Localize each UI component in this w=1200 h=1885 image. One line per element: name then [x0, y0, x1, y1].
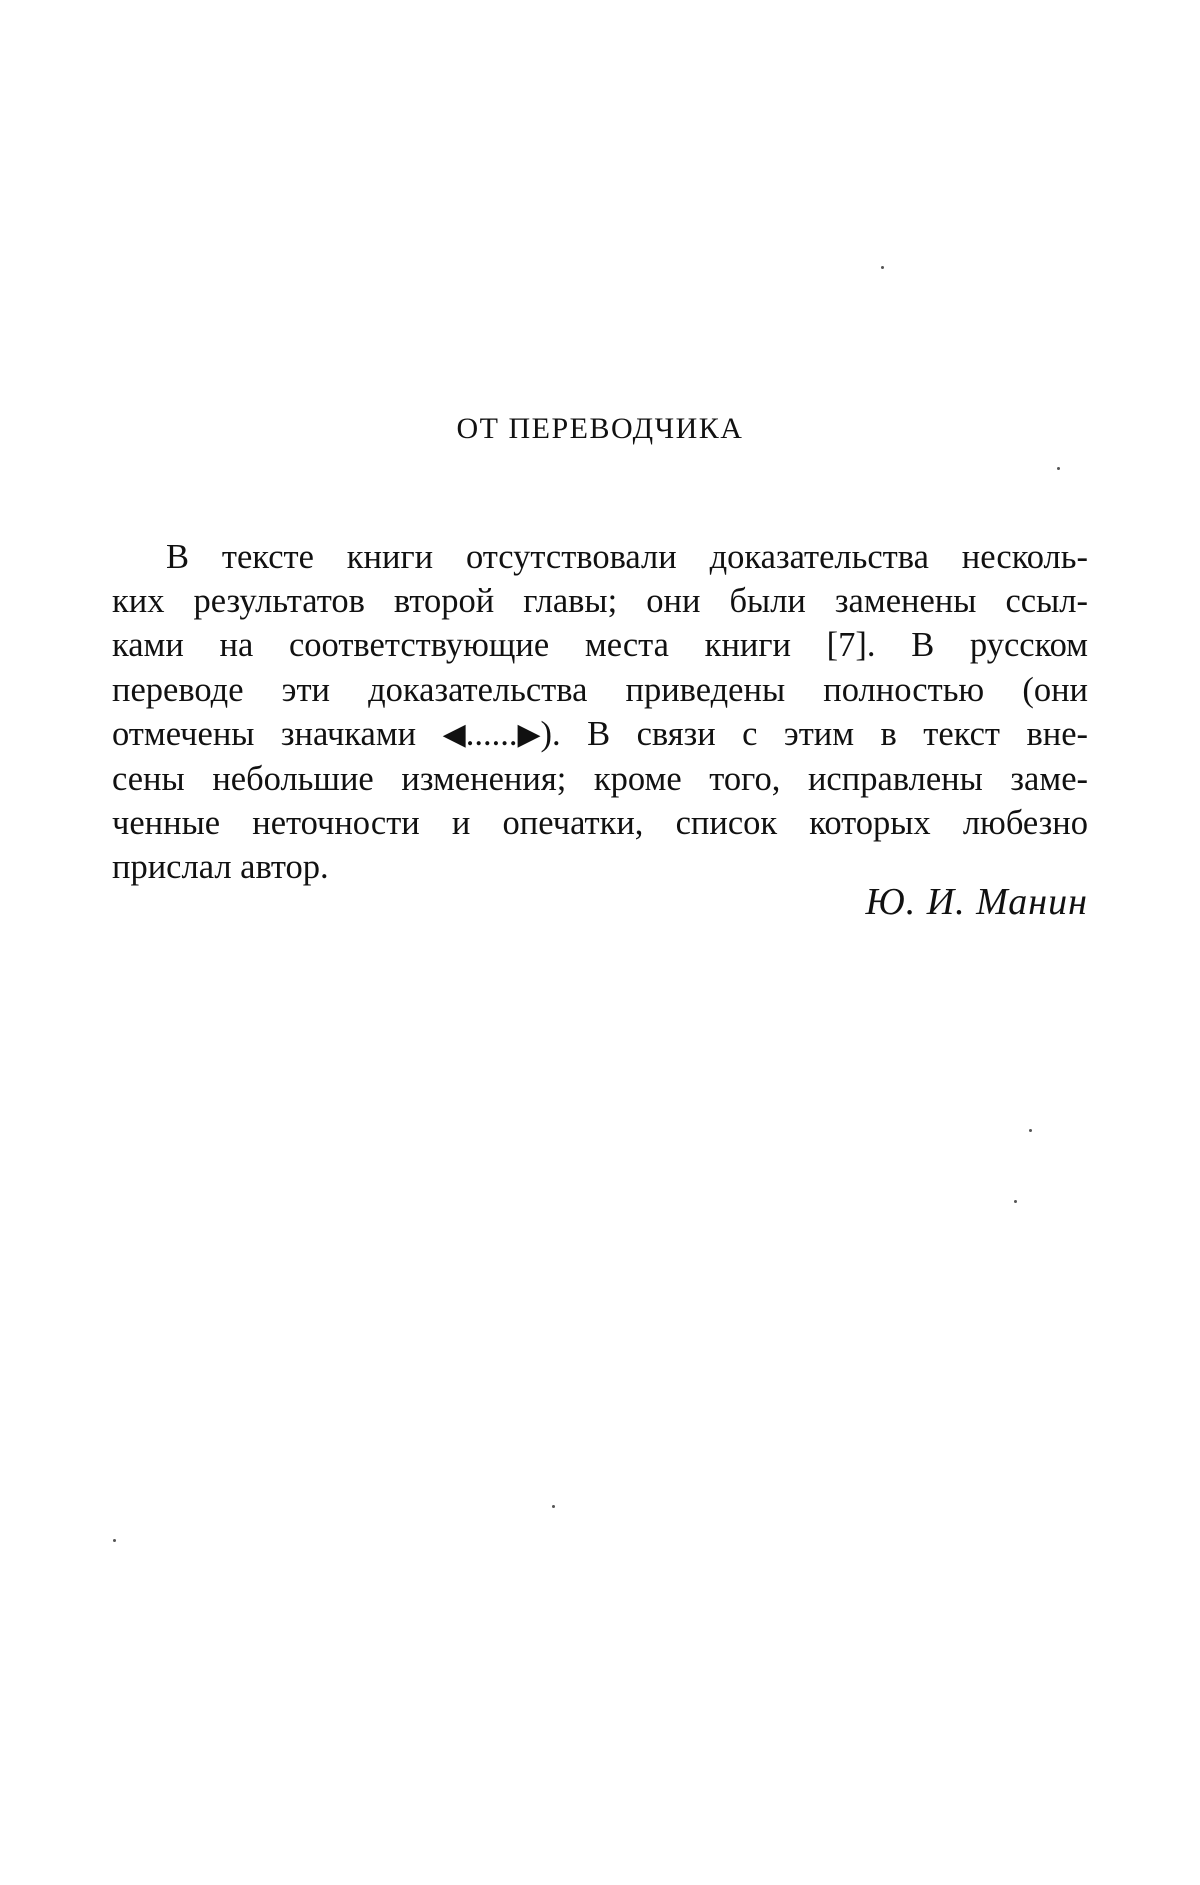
translator-note-text — [112, 535, 1088, 890]
body-line-3: ками на соответствующие места книги [7]. В русском — [112, 626, 1088, 665]
body-line-4: переводе эти доказательства приведены полностью (они — [112, 670, 1088, 709]
right-marker-icon: ▶ — [517, 717, 541, 751]
marker-dots: ...... — [465, 714, 518, 753]
body-line-5-end: ). В связи с этим в текст вне- — [540, 714, 1088, 753]
scan-speck — [1014, 1200, 1017, 1203]
left-marker-icon: ◀ — [442, 717, 466, 751]
body-line-1: В тексте книги отсутствовали доказательства несколь- — [166, 538, 1088, 576]
translator-signature: Ю. И. Манин — [865, 881, 1088, 923]
body-line-8: прислал автор. — [112, 848, 329, 887]
body-line-5 — [112, 712, 1088, 757]
body-line-7: ченные неточности и опечатки, список которых любезно — [112, 804, 1088, 843]
scan-speck — [881, 266, 884, 269]
body-line-2: ких результатов второй главы; они были заменены ссыл- — [112, 582, 1088, 621]
scan-speck — [1029, 1129, 1032, 1132]
scan-speck — [1057, 467, 1060, 470]
scan-speck — [113, 1539, 116, 1542]
body-line-5-start: отмечены значками — [112, 714, 443, 753]
scan-speck — [552, 1505, 555, 1508]
body-line-6: сены небольшие изменения; кроме того, исправлены заме- — [112, 760, 1088, 799]
page-title: ОТ ПЕРЕВОДЧИКА — [456, 412, 744, 445]
